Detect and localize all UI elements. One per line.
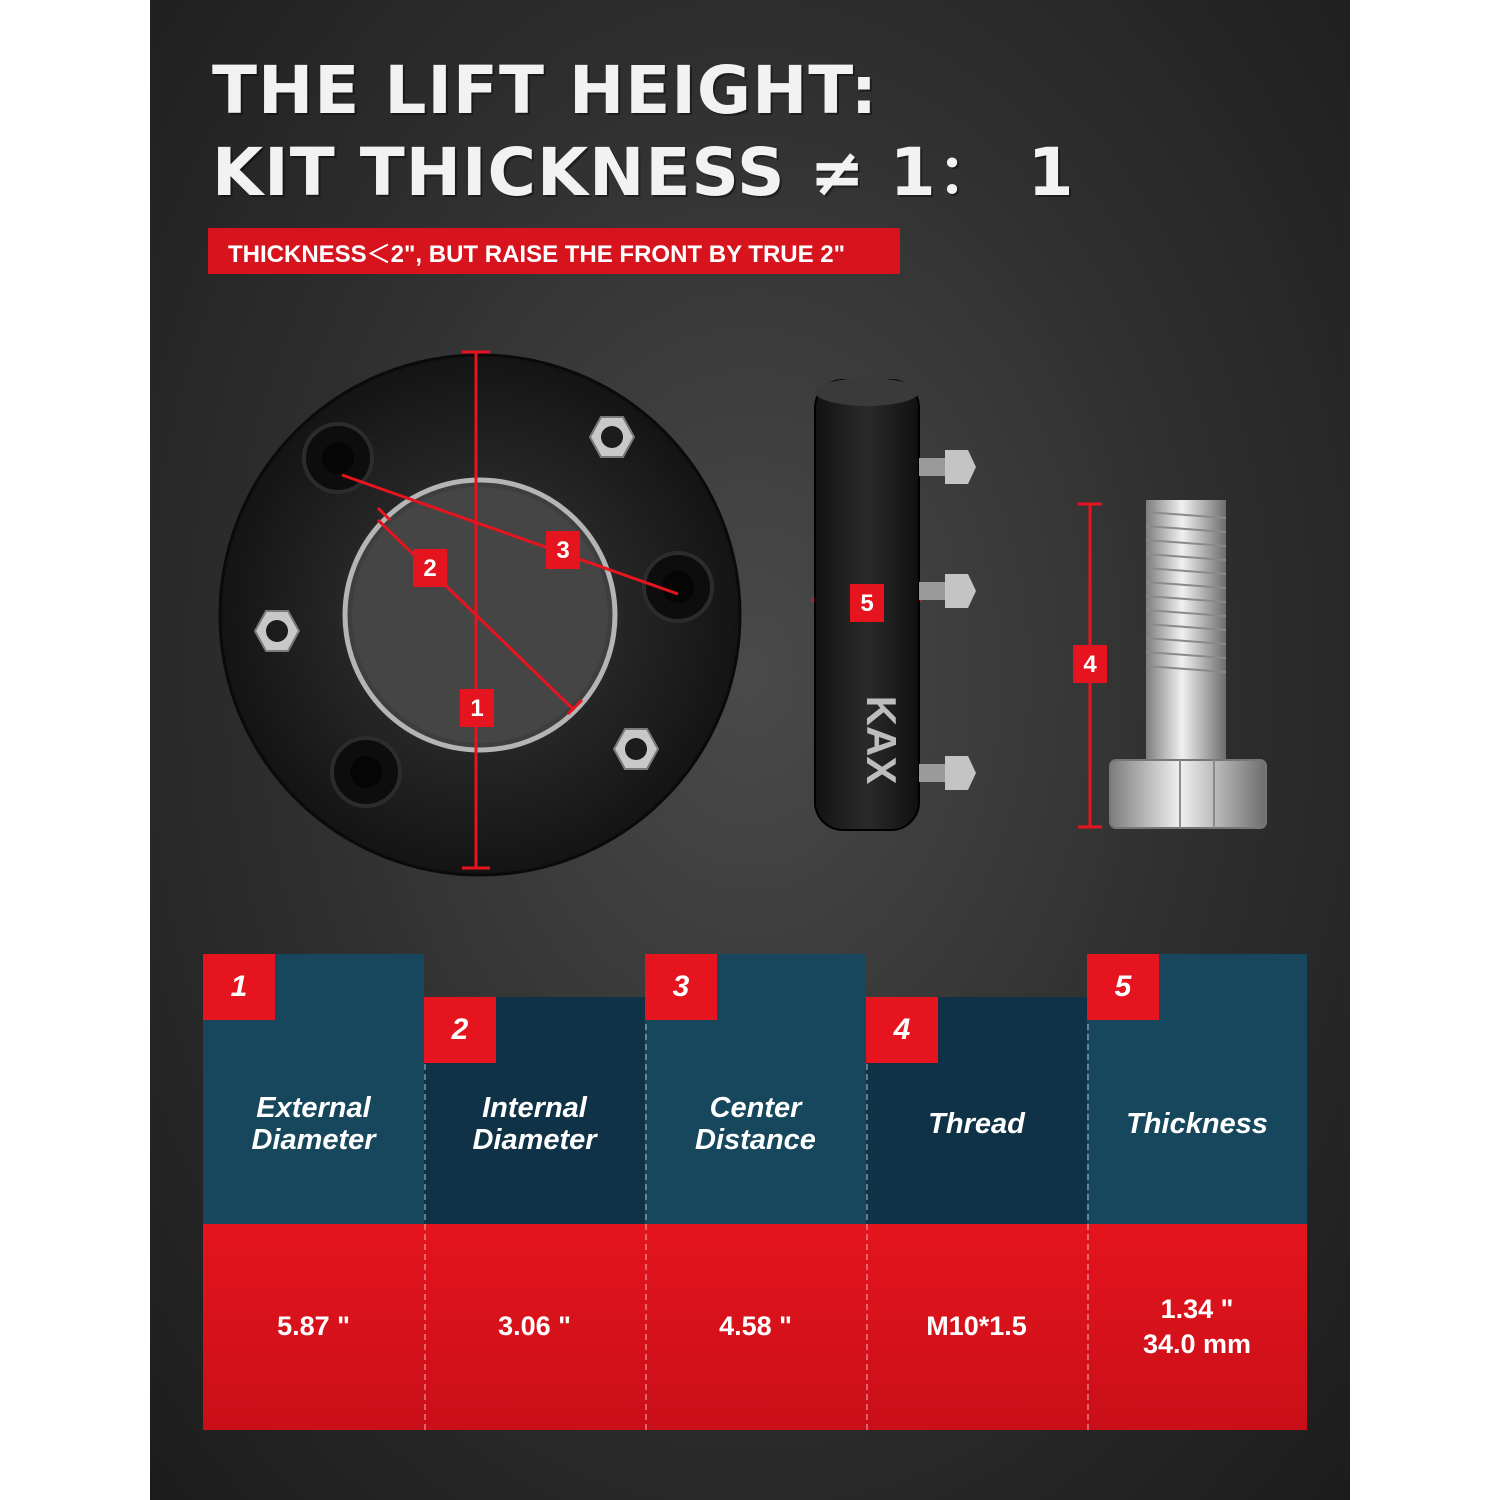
marker-4 — [1073, 645, 1107, 683]
column-divider — [424, 1024, 426, 1430]
spec-value: 3.06 " — [424, 1224, 645, 1430]
column-divider — [1087, 1024, 1089, 1430]
spec-internal-diameter — [424, 954, 645, 1430]
spec-number: 4 — [866, 997, 938, 1063]
spec-table — [203, 954, 1307, 1430]
marker-3 — [546, 531, 580, 569]
marker-2 — [413, 549, 447, 587]
svg-text:1: 1 — [470, 695, 484, 722]
spec-number: 3 — [645, 954, 717, 1020]
bolt — [1110, 500, 1266, 828]
spec-center-distance — [645, 954, 866, 1430]
marker-5 — [850, 584, 884, 622]
spec-label: External Diameter — [251, 1091, 376, 1156]
spec-label: Center Distance — [695, 1091, 816, 1156]
title-line-1: THE LIFT HEIGHT: — [212, 52, 879, 129]
column-divider — [645, 1024, 647, 1430]
svg-text:3: 3 — [556, 537, 570, 564]
spec-thickness — [1087, 954, 1307, 1430]
svg-text:5: 5 — [860, 590, 874, 617]
brand-logo: KAX — [858, 695, 905, 785]
spec-label: Thickness — [1126, 1107, 1268, 1140]
column-divider — [866, 1024, 868, 1430]
subtitle-text: THICKNESS＜2", BUT RAISE THE FRONT BY TRUE 2" — [228, 240, 846, 268]
spec-label: Thread — [928, 1107, 1025, 1140]
spec-external-diameter — [203, 954, 424, 1430]
spec-number: 2 — [424, 997, 496, 1063]
spec-value: 4.58 " — [645, 1224, 866, 1430]
spec-number: 1 — [203, 954, 275, 1020]
spec-label: Internal Diameter — [472, 1091, 597, 1156]
svg-text:2: 2 — [423, 555, 437, 582]
spec-thread — [866, 954, 1087, 1430]
product-diagram — [150, 0, 1350, 950]
title-line-2: KIT THICKNESS ≠ 1： 1 — [212, 134, 1075, 211]
spec-number: 5 — [1087, 954, 1159, 1020]
spec-value: 5.87 " — [203, 1224, 424, 1430]
spec-value: 1.34 " 34.0 mm — [1087, 1224, 1307, 1430]
spec-value: M10*1.5 — [866, 1224, 1087, 1430]
svg-text:4: 4 — [1083, 651, 1097, 678]
product-panel — [150, 0, 1350, 1500]
marker-1 — [460, 689, 494, 727]
